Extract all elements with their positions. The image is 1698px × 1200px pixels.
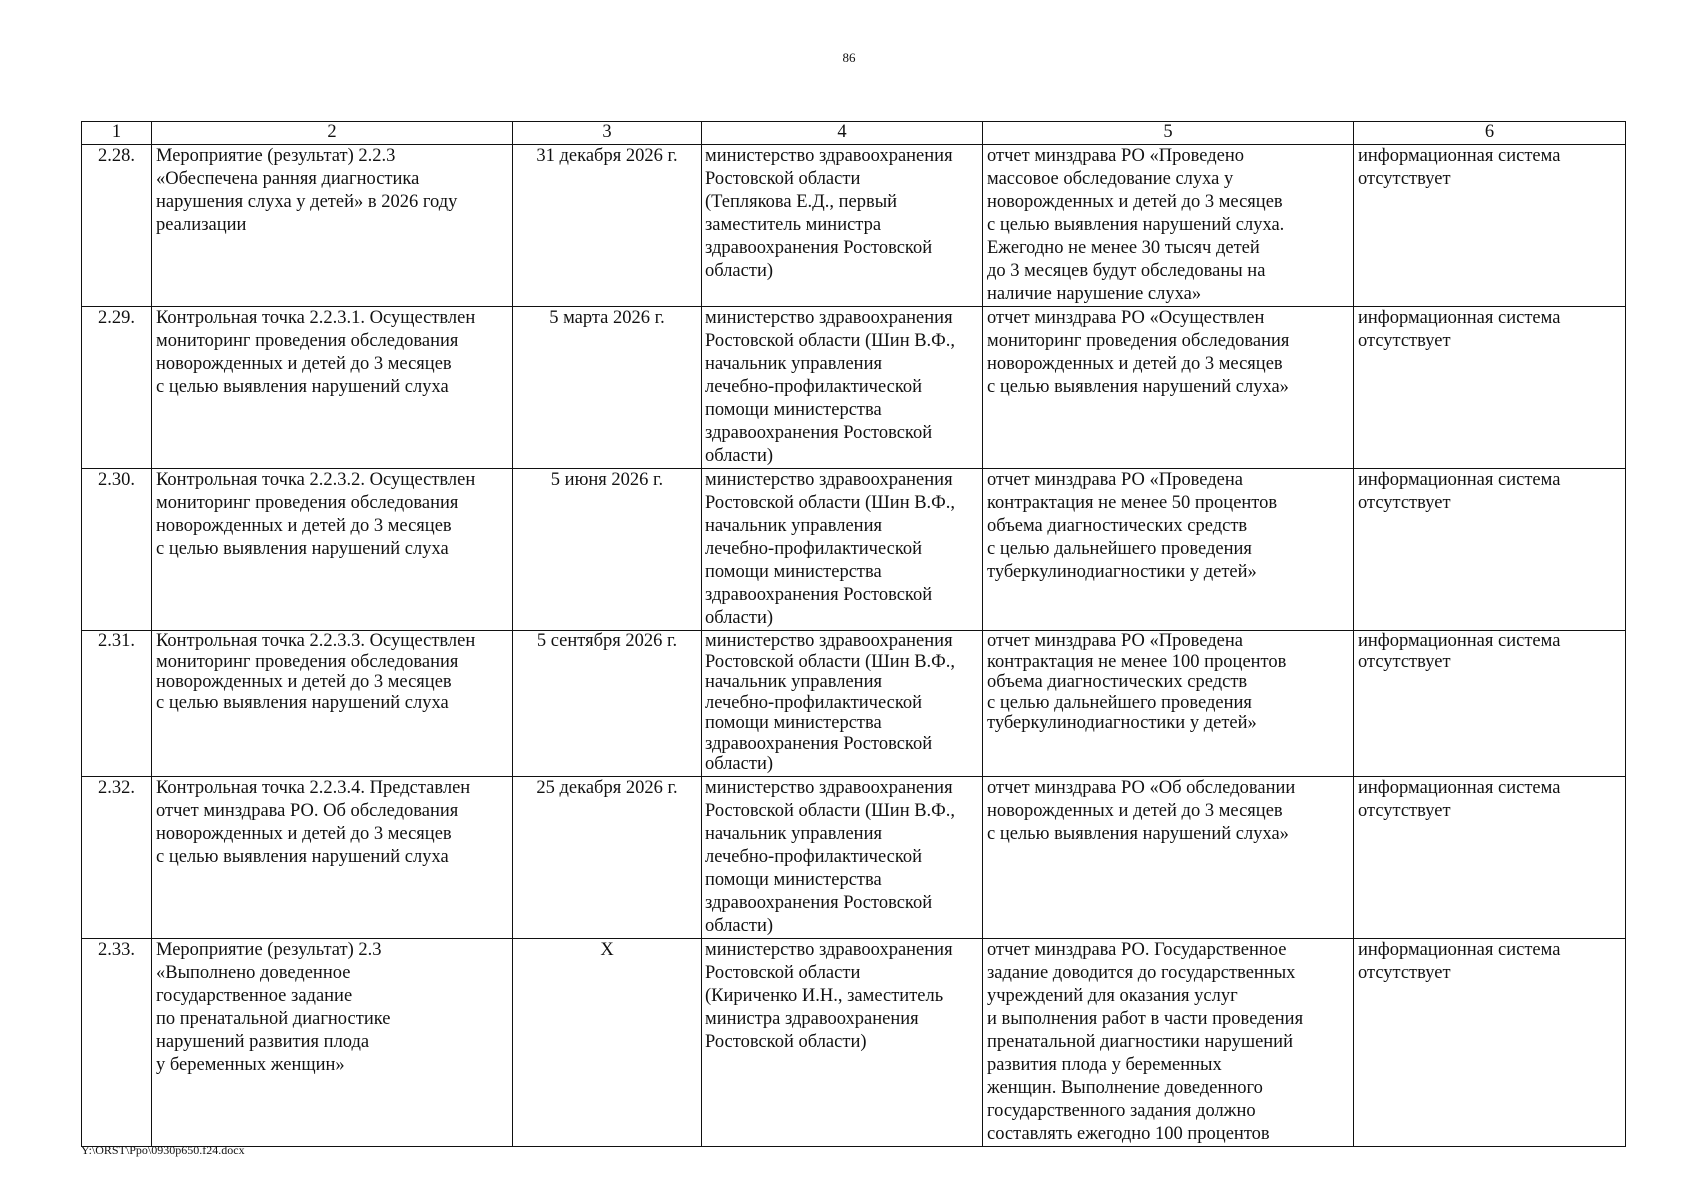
table-row bbox=[82, 145, 1626, 307]
responsible-cell: министерство здравоохранения Ростовской области (Шин В.Ф., начальник управления лечебно-профилактической помощи министерства здравоохранения Ростовской области) bbox=[702, 777, 983, 939]
deadline-cell: 5 сентября 2026 г. bbox=[513, 631, 702, 777]
measure-name-cell: Мероприятие (результат) 2.2.3 «Обеспечена ранняя диагностика нарушения слуха у детей» в 2026 году реализации bbox=[152, 145, 513, 307]
measure-name-cell: Контрольная точка 2.2.3.1. Осуществлен мониторинг проведения обследования новорожденных и детей до 3 месяцев с целью выявления нарушений слуха bbox=[152, 307, 513, 469]
info-system-cell: информационная система отсутствует bbox=[1354, 939, 1626, 1147]
table-row bbox=[82, 469, 1626, 631]
measures-table bbox=[81, 121, 1626, 1147]
info-system-cell: информационная система отсутствует bbox=[1354, 145, 1626, 307]
row-number-cell: 2.29. bbox=[82, 307, 152, 469]
responsible-cell: министерство здравоохранения Ростовской области (Теплякова Е.Д., первый заместитель министра здравоохранения Ростовской области) bbox=[702, 145, 983, 307]
deadline-cell: 5 марта 2026 г. bbox=[513, 307, 702, 469]
responsible-cell: министерство здравоохранения Ростовской области (Шин В.Ф., начальник управления лечебно-профилактической помощи министерства здравоохранения Ростовской области) bbox=[702, 469, 983, 631]
table-row bbox=[82, 939, 1626, 1147]
row-number-cell: 2.31. bbox=[82, 631, 152, 777]
file-path-footer: Y:\ORST\Ppo\0930p650.f24.docx bbox=[81, 1143, 245, 1157]
responsible-cell: министерство здравоохранения Ростовской области (Шин В.Ф., начальник управления лечебно-профилактической помощи министерства здравоохранения Ростовской области) bbox=[702, 307, 983, 469]
page-number: 86 bbox=[842, 50, 856, 65]
header-cell-6: 6 bbox=[1354, 122, 1626, 145]
responsible-cell: министерство здравоохранения Ростовской области (Кириченко И.Н., заместитель министра здравоохранения Ростовской области) bbox=[702, 939, 983, 1147]
header-cell-5: 5 bbox=[983, 122, 1354, 145]
header-cell-1: 1 bbox=[82, 122, 152, 145]
header-cell-2: 2 bbox=[152, 122, 513, 145]
header-cell-3: 3 bbox=[513, 122, 702, 145]
document-cell: отчет минздрава РО «Осуществлен мониторинг проведения обследования новорожденных и детей до 3 месяцев с целью выявления нарушений слуха» bbox=[983, 307, 1354, 469]
info-system-cell: информационная система отсутствует bbox=[1354, 307, 1626, 469]
measure-name-cell: Контрольная точка 2.2.3.2. Осуществлен мониторинг проведения обследования новорожденных и детей до 3 месяцев с целью выявления нарушений слуха bbox=[152, 469, 513, 631]
measure-name-cell: Контрольная точка 2.2.3.3. Осуществлен мониторинг проведения обследования новорожденных и детей до 3 месяцев с целью выявления нарушений слуха bbox=[152, 631, 513, 777]
row-number-cell: 2.30. bbox=[82, 469, 152, 631]
info-system-cell: информационная система отсутствует bbox=[1354, 777, 1626, 939]
document-cell: отчет минздрава РО «Проведена контрактация не менее 50 процентов объема диагностических средств с целью дальнейшего проведения туберкулинодиагностики у детей» bbox=[983, 469, 1354, 631]
deadline-cell: Х bbox=[513, 939, 702, 1147]
document-cell: отчет минздрава РО «Проведена контрактация не менее 100 процентов объема диагностических средств с целью дальнейшего проведения туберкулинодиагностики у детей» bbox=[983, 631, 1354, 777]
document-cell: отчет минздрава РО «Проведено массовое обследование слуха у новорожденных и детей до 3 месяцев с целью выявления нарушений слуха. Ежегодно не менее 30 тысяч детей до 3 месяцев будут обследованы на наличие нарушение слуха» bbox=[983, 145, 1354, 307]
table-row bbox=[82, 777, 1626, 939]
responsible-cell: министерство здравоохранения Ростовской области (Шин В.Ф., начальник управления лечебно-профилактической помощи министерства здравоохранения Ростовской области) bbox=[702, 631, 983, 777]
info-system-cell: информационная система отсутствует bbox=[1354, 631, 1626, 777]
row-number-cell: 2.33. bbox=[82, 939, 152, 1147]
measure-name-cell: Контрольная точка 2.2.3.4. Представлен отчет минздрава РО. Об обследования новорожденных и детей до 3 месяцев с целью выявления нарушений слуха bbox=[152, 777, 513, 939]
document-cell: отчет минздрава РО «Об обследовании новорожденных и детей до 3 месяцев с целью выявления нарушений слуха» bbox=[983, 777, 1354, 939]
deadline-cell: 31 декабря 2026 г. bbox=[513, 145, 702, 307]
deadline-cell: 5 июня 2026 г. bbox=[513, 469, 702, 631]
header-cell-4: 4 bbox=[702, 122, 983, 145]
table-row bbox=[82, 631, 1626, 777]
measure-name-cell: Мероприятие (результат) 2.3 «Выполнено доведенное государственное задание по пренатальной диагностике нарушений развития плода у беременных женщин» bbox=[152, 939, 513, 1147]
deadline-cell: 25 декабря 2026 г. bbox=[513, 777, 702, 939]
info-system-cell: информационная система отсутствует bbox=[1354, 469, 1626, 631]
document-cell: отчет минздрава РО. Государственное задание доводится до государственных учреждений для оказания услуг и выполнения работ в части проведения пренатальной диагностики нарушений развития плода у беременных женщин. Выполнение доведенного государственного задания должно составлять ежегодно 100 процентов bbox=[983, 939, 1354, 1147]
header-row bbox=[82, 122, 1626, 145]
row-number-cell: 2.28. bbox=[82, 145, 152, 307]
row-number-cell: 2.32. bbox=[82, 777, 152, 939]
table-row bbox=[82, 307, 1626, 469]
